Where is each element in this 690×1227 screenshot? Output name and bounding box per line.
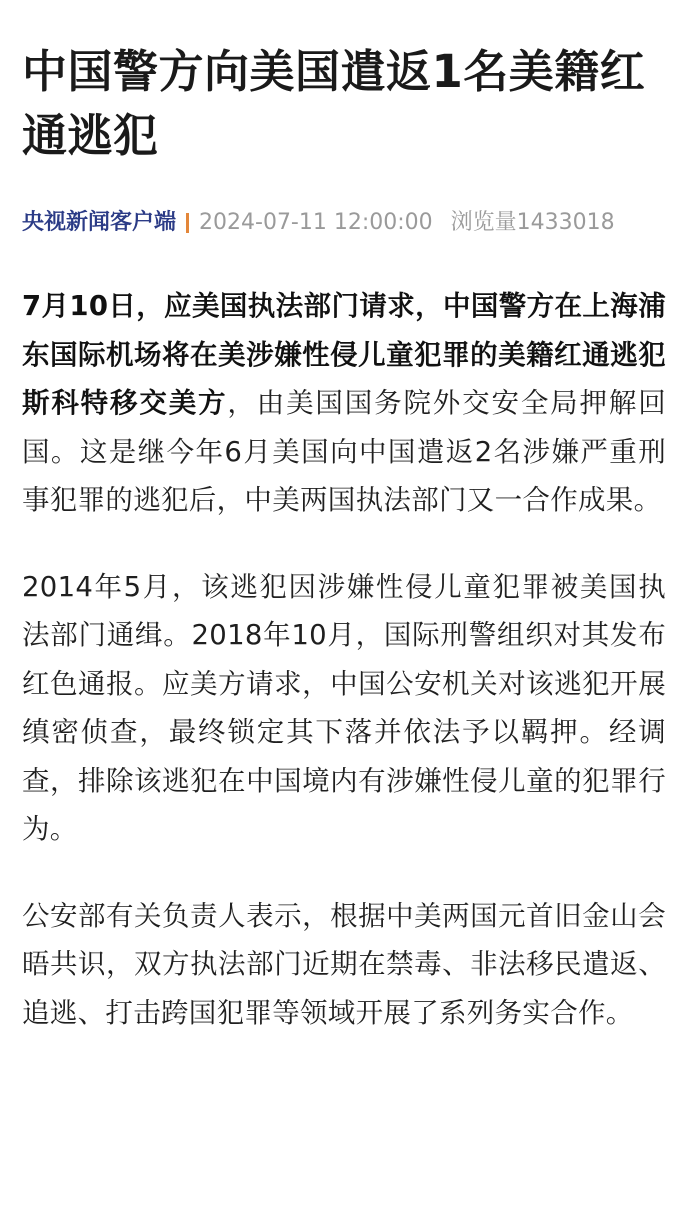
paragraph-1-rest: ，由美国国务院外交安全局押解回国。这是继今年6月美国向中国遣返2名涉嫌严重刑事犯罪的逃犯后，中美两国执法部门又一合作成果。 (22, 387, 666, 516)
article-body (22, 282, 666, 1037)
paragraph-2: 2014年5月，该逃犯因涉嫌性侵儿童犯罪被美国执法部门通缉。2018年10月，国际刑警组织对其发布红色通报。应美方请求，中国公安机关对该逃犯开展缜密侦查，最终锁定其下落并依法予以羁押。经调查，排除该逃犯在中国境内有涉嫌性侵儿童的犯罪行为。 (22, 570, 666, 845)
publish-time: 2024-07-11 12:00:00 (199, 210, 433, 235)
paragraph-3: 公安部有关负责人表示，根据中美两国元首旧金山会晤共识，双方执法部门近期在禁毒、非法移民遣返、追逃、打击跨国犯罪等领域开展了系列务实合作。 (22, 899, 666, 1029)
meta-separator (186, 213, 189, 233)
article-meta (22, 208, 666, 238)
paragraph-1-lead: 7月10日，应美国执法部门请求，中国警方在上海浦东国际机场将在美涉嫌性侵儿童犯罪的美籍红通逃犯斯科特移交美方 (22, 290, 666, 419)
paragraph-1 (22, 282, 666, 525)
article-title: 中国警方向美国遣返1名美籍红通逃犯 (22, 45, 646, 162)
source-link[interactable]: 央视新闻客户端 (22, 210, 177, 235)
view-count: 浏览量1433018 (450, 210, 615, 235)
